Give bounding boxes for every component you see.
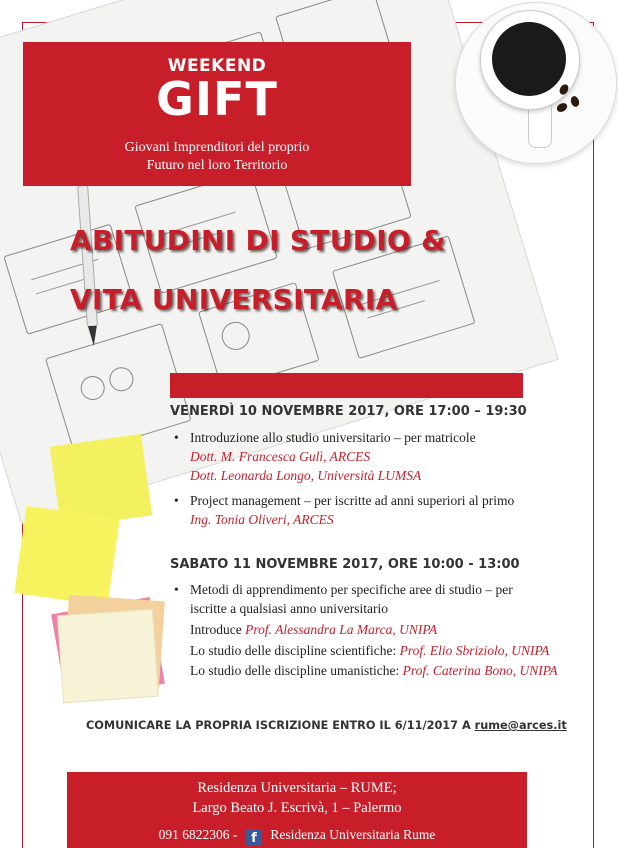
facebook-icon[interactable]: f [245, 829, 262, 846]
day2-item-line1: • Metodi di apprendimento per specifiche aree di studio – per [190, 582, 513, 598]
day2-row-2 [190, 643, 549, 659]
registration-notice-text: COMUNICARE LA PROPRIA ISCRIZIONE ENTRO IL 6/11/2017 A [86, 719, 475, 732]
coffee-surface [492, 22, 566, 96]
footer-contact [67, 772, 527, 848]
footer-contacts-row [67, 827, 527, 846]
registration-email-link[interactable]: rume@arces.it [474, 719, 567, 732]
header-subtitle-line1: Giovani Imprenditori del proprio [124, 140, 310, 155]
day2-row-1 [190, 622, 437, 638]
day1-item-1: • Introduzione allo studio universitario – per matricole [190, 430, 476, 446]
red-divider-bar [170, 373, 523, 398]
header-weekend: WEEKEND [167, 56, 267, 76]
footer-residence: Residenza Universitaria – RUME; [197, 780, 397, 796]
sticky-note-cream [57, 609, 159, 703]
main-title-line2: VITA UNIVERSITARIA [70, 283, 398, 316]
sticky-note-yellow [14, 506, 119, 606]
day2-row-3 [190, 663, 557, 679]
footer-facebook-page[interactable]: Residenza Universitaria Rume [270, 827, 436, 842]
day1-item-1-speaker-2: Dott. Leonarda Longo, Università LUMSA [190, 468, 422, 483]
header-subtitle-line2: Futuro nel loro Territorio [146, 158, 288, 173]
registration-notice [86, 719, 567, 732]
day2-row-1-label: Introduce [190, 622, 246, 637]
day2-row-3-label: Lo studio delle discipline umanistiche: [190, 663, 403, 678]
main-title-line1: ABITUDINI DI STUDIO & [70, 224, 446, 257]
day2-row-2-speaker: Prof. Elio Sbriziolo, UNIPA [399, 643, 550, 658]
day1-item-2: • Project management – per iscritte ad anni superiori al primo [190, 493, 514, 509]
event-header [23, 42, 411, 186]
footer-phone: 091 6822306 - [158, 827, 238, 842]
day2-item-line2: iscritte a qualsiasi anno universitario [190, 601, 388, 616]
header-gift-title: GIFT [156, 72, 278, 126]
day1-item-1-speaker-1: Dott. M. Francesca Gulì, ARCES [190, 449, 371, 464]
day2-heading: SABATO 11 NOVEMBRE 2017, ORE 10:00 - 13:00 [170, 557, 520, 572]
day2-row-1-speaker: Prof. Alessandra La Marca, UNIPA [245, 622, 438, 637]
day2-row-2-label: Lo studio delle discipline scientifiche: [190, 643, 400, 658]
day2-row-3-speaker: Prof. Caterina Bono, UNIPA [402, 663, 558, 678]
day1-item-2-speaker-1: Ing. Tonia Oliveri, ARCES [190, 512, 334, 527]
footer-address: Largo Beato J. Escrivà, 1 – Palermo [192, 800, 402, 816]
day1-heading: VENERDÌ 10 NOVEMBRE 2017, ORE 17:00 – 19:30 [170, 404, 527, 419]
